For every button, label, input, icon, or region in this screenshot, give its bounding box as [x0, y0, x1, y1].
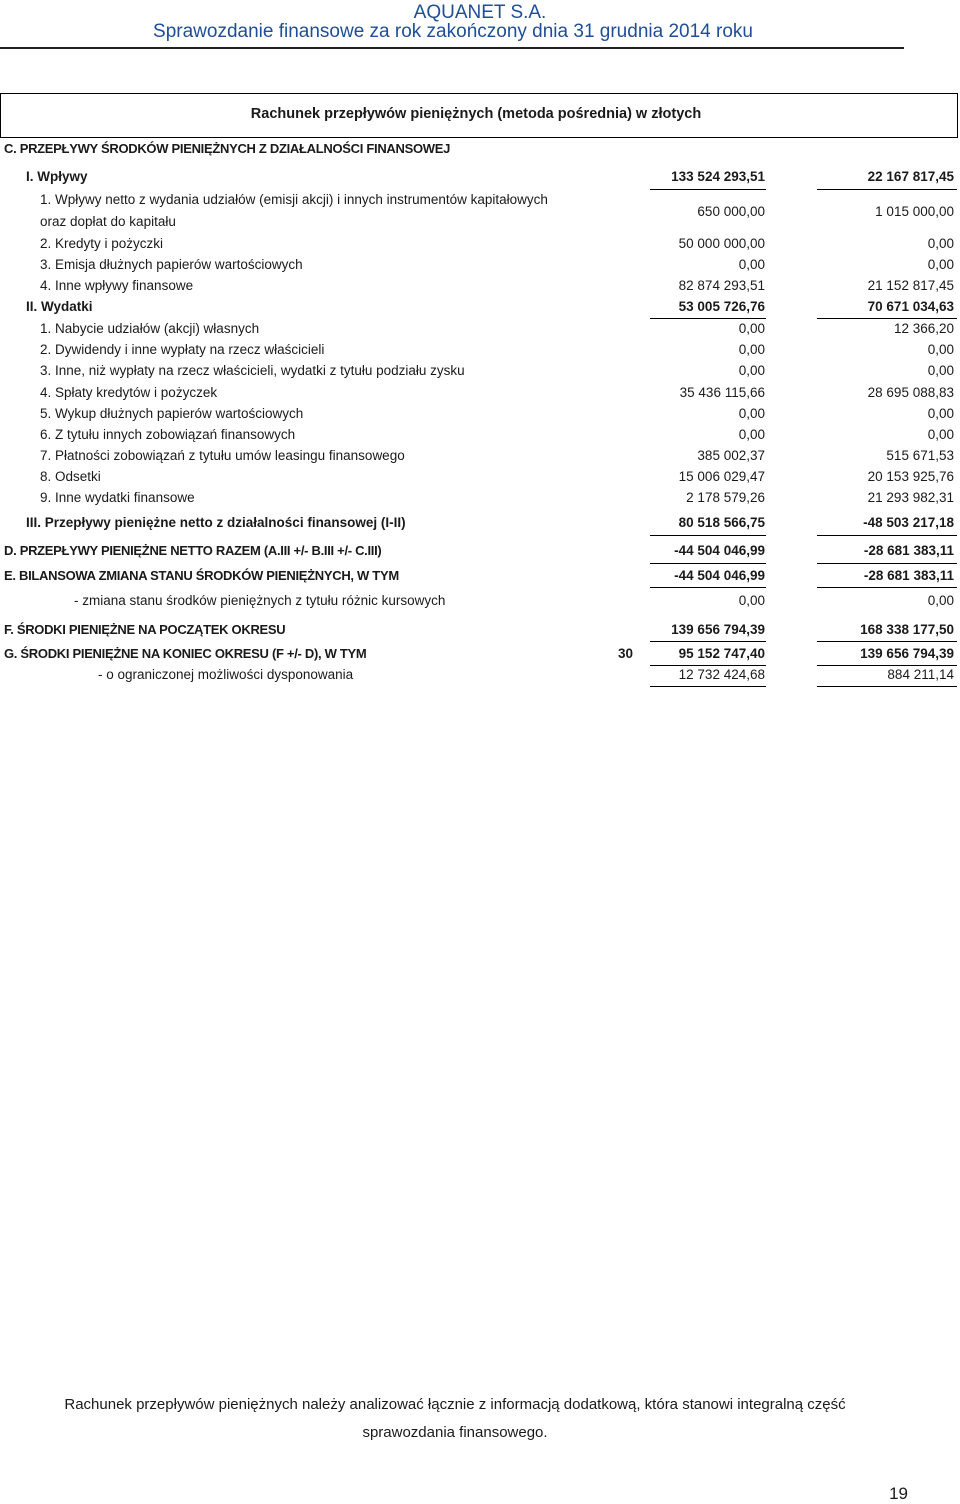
- outflow-item-value-2014: 0,00: [738, 427, 765, 442]
- inflows-label: I. Wpływy: [26, 169, 88, 184]
- inflow-item-value-2013: 21 152 817,45: [867, 278, 954, 293]
- inflow-item-value-2014: 50 000 000,00: [678, 236, 765, 251]
- inflow-item-label: 1. Wpływy netto z wydania udziałów (emisji akcji) i innych instrumentów kapitałowych: [40, 192, 548, 207]
- summary-d-value-2013: -28 681 383,11: [863, 543, 954, 558]
- outflows-label: II. Wydatki: [26, 299, 93, 314]
- outflow-item-label: 2. Dywidendy i inne wypłaty na rzecz właścicieli: [40, 342, 325, 357]
- outflow-item-value-2013: 12 366,20: [893, 321, 954, 336]
- outflow-item-value-2013: 0,00: [927, 427, 954, 442]
- inflow-item-value-2013: 0,00: [927, 236, 954, 251]
- e-underline-2013: [817, 587, 957, 588]
- g-sub-underline-2014: [650, 686, 766, 687]
- summary-g-sub-value-2013: 884 211,14: [887, 667, 954, 682]
- outflow-item-value-2014: 0,00: [738, 363, 765, 378]
- inflow-item-label-cont: oraz dopłat do kapitału: [40, 214, 176, 229]
- outflow-item-label: 8. Odsetki: [40, 469, 101, 484]
- outflow-item-label: 6. Z tytułu innych zobowiązań finansowych: [40, 427, 296, 442]
- inflows-underline-2014: [650, 189, 766, 190]
- outflow-item-value-2014: 35 436 115,66: [679, 385, 765, 400]
- summary-e-value-2013: -28 681 383,11: [863, 568, 954, 583]
- summary-f-value-2013: 168 338 177,50: [860, 622, 954, 637]
- summary-g-value-2014: 95 152 747,40: [678, 646, 765, 661]
- outflow-item-value-2014: 0,00: [738, 321, 765, 336]
- outflow-item-value-2013: 0,00: [927, 342, 954, 357]
- summary-e-sub-value-2013: 0,00: [927, 593, 954, 608]
- header-divider: [0, 47, 904, 49]
- section-c-title: C. PRZEPŁYWY ŚRODKÓW PIENIĘŻNYCH Z DZIAŁALNOŚCI FINANSOWEJ: [4, 141, 451, 156]
- outflow-item-value-2013: 28 695 088,83: [867, 385, 954, 400]
- inflow-item-value-2013: 0,00: [927, 257, 954, 272]
- summary-f-value-2014: 139 656 794,39: [671, 622, 765, 637]
- outflow-item-label: 4. Spłaty kredytów i pożyczek: [40, 385, 218, 400]
- summary-g-note-ref: 30: [618, 646, 634, 661]
- outflow-item-label: 3. Inne, niż wypłaty na rzecz właścicieli, wydatki z tytułu podziału zysku: [40, 363, 465, 378]
- outflows-underline-2014: [650, 318, 766, 319]
- g-underline-2013: [817, 665, 957, 666]
- inflow-item-label: 2. Kredyty i pożyczki: [40, 236, 164, 251]
- net-underline-2013: [817, 535, 957, 536]
- outflow-item-label: 9. Inne wydatki finansowe: [40, 490, 195, 505]
- outflow-item-value-2014: 0,00: [738, 342, 765, 357]
- inflow-item-value-2013: 1 015 000,00: [875, 204, 954, 219]
- inflow-item-label: 3. Emisja dłużnych papierów wartościowych: [40, 257, 303, 272]
- inflow-item-value-2014: 0,00: [738, 257, 765, 272]
- g-sub-underline-2013: [817, 686, 957, 687]
- footer-note-line-2: sprawozdania finansowego.: [362, 1424, 548, 1441]
- summary-g-value-2013: 139 656 794,39: [860, 646, 954, 661]
- report-subtitle: Sprawozdanie finansowe za rok zakończony dnia 31 grudnia 2014 roku: [153, 21, 753, 42]
- d-underline-2013: [817, 563, 957, 564]
- summary-e-label: E. BILANSOWA ZMIANA STANU ŚRODKÓW PIENIĘŻNYCH, W TYM: [4, 568, 399, 583]
- outflow-item-value-2014: 15 006 029,47: [678, 469, 765, 484]
- outflow-item-value-2014: 2 178 579,26: [686, 490, 765, 505]
- page-number: 19: [889, 1484, 908, 1503]
- inflows-value-2014: 133 524 293,51: [671, 169, 765, 184]
- inflows-value-2013: 22 167 817,45: [867, 169, 954, 184]
- d-underline-2014: [650, 563, 766, 564]
- outflow-item-label: 1. Nabycie udziałów (akcji) własnych: [40, 321, 260, 336]
- g-underline-2014: [650, 665, 766, 666]
- outflow-item-label: 5. Wykup dłużnych papierów wartościowych: [40, 406, 304, 421]
- outflow-item-value-2014: 0,00: [738, 406, 765, 421]
- net-financing-label: III. Przepływy pieniężne netto z działalności finansowej (I-II): [26, 515, 406, 530]
- f-underline-2013: [817, 641, 957, 642]
- statement-title: Rachunek przepływów pieniężnych (metoda pośrednia) w złotych: [250, 106, 702, 122]
- outflow-item-value-2013: 515 671,53: [886, 448, 954, 463]
- summary-e-sub-label: - zmiana stanu środków pieniężnych z tytułu różnic kursowych: [74, 593, 446, 608]
- summary-e-sub-value-2014: 0,00: [738, 593, 765, 608]
- net-financing-value-2013: -48 503 217,18: [863, 515, 954, 530]
- outflows-underline-2013: [817, 318, 957, 319]
- outflows-value-2014: 53 005 726,76: [678, 299, 765, 314]
- company-name: AQUANET S.A.: [413, 2, 547, 23]
- summary-f-label: F. ŚRODKI PIENIĘŻNE NA POCZĄTEK OKRESU: [4, 622, 286, 637]
- net-underline-2014: [650, 535, 766, 536]
- inflow-item-value-2014: 650 000,00: [697, 204, 765, 219]
- net-financing-value-2014: 80 518 566,75: [678, 515, 765, 530]
- e-underline-2014: [650, 587, 766, 588]
- footer-note-line-1: Rachunek przepływów pieniężnych należy analizować łącznie z informacją dodatkową, która stanowi integralną część: [64, 1396, 846, 1413]
- summary-d-label: D. PRZEPŁYWY PIENIĘŻNE NETTO RAZEM (A.III +/- B.III +/- C.III): [4, 543, 382, 558]
- inflow-item-value-2014: 82 874 293,51: [678, 278, 765, 293]
- summary-g-sub-value-2014: 12 732 424,68: [678, 667, 765, 682]
- inflows-underline-2013: [817, 189, 957, 190]
- outflows-value-2013: 70 671 034,63: [867, 299, 954, 314]
- f-underline-2014: [650, 641, 766, 642]
- outflow-item-value-2013: 0,00: [927, 406, 954, 421]
- summary-g-label: G. ŚRODKI PIENIĘŻNE NA KONIEC OKRESU (F +/- D), W TYM: [4, 646, 367, 661]
- outflow-item-value-2013: 20 153 925,76: [867, 469, 954, 484]
- summary-g-sub-label: - o ograniczonej możliwości dysponowania: [98, 667, 354, 682]
- outflow-item-value-2014: 385 002,37: [697, 448, 765, 463]
- outflow-item-value-2013: 21 293 982,31: [867, 490, 954, 505]
- summary-d-value-2014: -44 504 046,99: [674, 543, 765, 558]
- outflow-item-label: 7. Płatności zobowiązań z tytułu umów leasingu finansowego: [40, 448, 405, 463]
- outflow-item-value-2013: 0,00: [927, 363, 954, 378]
- inflow-item-label: 4. Inne wpływy finansowe: [40, 278, 194, 293]
- summary-e-value-2014: -44 504 046,99: [674, 568, 765, 583]
